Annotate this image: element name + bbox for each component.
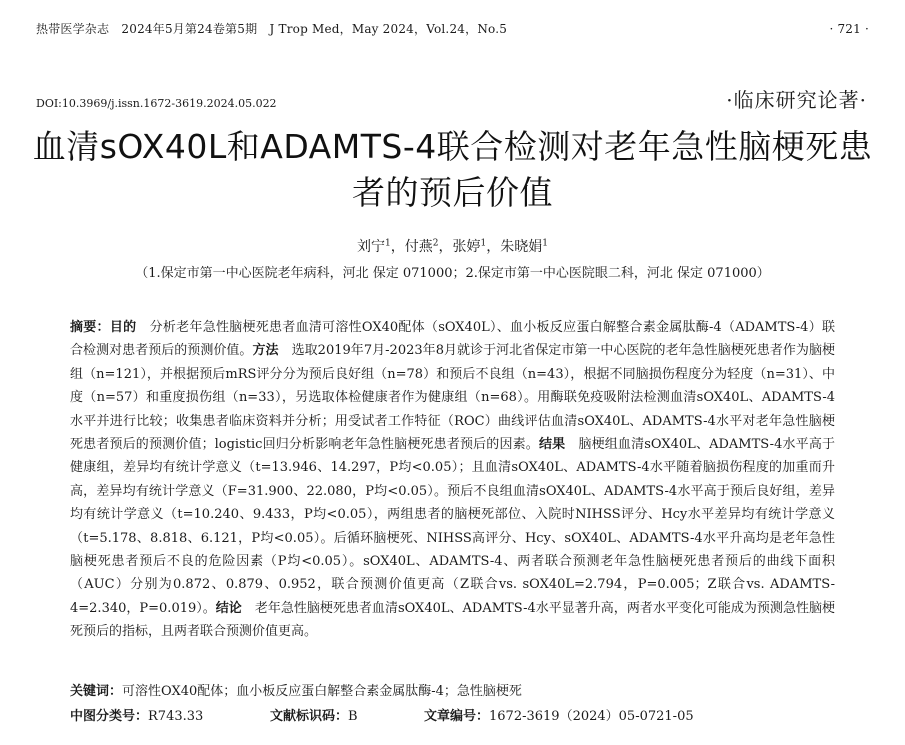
results-text: 脑梗组血清sOX40L、ADAMTS-4水平高于健康组，差异均有统计学意义（t=13.946、14.297，P均<0.05）；且血清sOX40L、ADAMTS-4水平随着脑损伤程度的加重而升高，差异均有统计学意义（F=31.900、22.080，P均<0.05）。预后不良组血清sOX40L、ADAMTS-4水平高于预后良好组，差异均有统计学意义（t=10.240、9.433，P均<0.05），两组患者的脑梗死部位、入院时NIHSS评分、Hcy水平差异均有统计学意义（t=5.178、8.818、6.121，P均<0.05）。后循环脑梗死、NIHSS高评分、Hcy、sOX40L、ADAMTS-4水平升高均是老年急性脑梗死患者预后不良的危险因素（P均<0.05）。sOX40L、ADAMTS-4、两者联合预测老年急性脑梗死患者预后的曲线下面积（AUC）分别为0.872、0.879、0.952，联合预测价值更高（Z联合vs. sOX40L=2.794，P=0.005；Z联合vs. ADAMTS-4=2.340，P=0.019）。 (70, 437, 835, 616)
author-affiliation-marker: 1 (385, 238, 391, 249)
column-tag: ·临床研究论著· (726, 88, 867, 112)
author-affiliation-marker: 1 (542, 238, 548, 249)
keywords-text: 可溶性OX40配体；血小板反应蛋白解整合素金属肽酶-4；急性脑梗死 (122, 684, 522, 699)
methods-text: 选取2019年7月-2023年8月就诊于河北省保定市第一中心医院的老年急性脑梗死患者作为脑梗组（n=121），并根据预后mRS评分分为预后良好组（n=78）和预后不良组（n=43），根据不同脑损伤程度分为轻度（n=31）、中度（n=57）和重度损伤组（n=33），另选取体检健康者作为健康组（n=68）。用酶联免疫吸附法检测血清sOX40L、ADAMTS-4水平并进行比较；收集患者临床资料并分析；用受试者工作特征（ROC）曲线评估血清sOX40L、ADAMTS-4水平对老年急性脑梗死患者预后的预测价值；logistic回归分析影响老年急性脑梗死患者预后的因素。 (70, 343, 835, 453)
keywords-label: 关键词： (70, 684, 123, 699)
author-list: 刘宁$^1$，付燕$^2$，张婷$^1$，朱晓娟$^1$ (357, 238, 548, 255)
conclusion-label: 结论 (215, 600, 242, 616)
abstract-label: 摘要： (70, 320, 110, 335)
clc-value: R743.33 (148, 709, 204, 724)
doi[interactable]: DOI:10.3969/j.issn.1672-3619.2024.05.022 (36, 97, 277, 110)
document-code (270, 705, 424, 724)
objective-text: 分析老年急性脑梗死患者血清可溶性OX40配体（sOX40L）、血小板反应蛋白解整合素金属肽酶-4（ADAMTS-4）联合检测对患者预后的预测价值。 (70, 320, 835, 359)
author: 朱晓娟 (500, 239, 543, 255)
author-affiliation-marker: 2 (432, 238, 439, 249)
author: 张婷 (452, 239, 481, 255)
article-number-value: 1672-3619（2024）05-0721-05 (489, 709, 694, 724)
abstract (70, 316, 835, 644)
article-number (424, 705, 694, 724)
affiliation: （1.保定市第一中心医院老年病科，河北 保定 071000；2.保定市第一中心医院眼二科，河北 保定 071000） (135, 266, 770, 281)
methods-label: 方法 (252, 343, 279, 359)
page-number: · 721 · (829, 22, 869, 36)
author: 付燕 (404, 239, 433, 255)
keywords (70, 680, 835, 699)
conclusion-text: 老年急性脑梗死患者血清sOX40L、ADAMTS-4水平显著升高，两者水平变化可能成为预测急性脑梗死预后的指标，且两者联合预测价值更高。 (70, 600, 835, 640)
article-title: 血清sOX40L和ADAMTS-4联合检测对老年急性脑梗死患者的预后价值 (32, 127, 873, 212)
author-affiliation-marker: 1 (480, 238, 487, 249)
article-number-label: 文章编号： (424, 709, 490, 724)
doc-code-label: 文献标识码： (270, 709, 349, 724)
clc-number (70, 705, 270, 724)
doi-line (36, 84, 867, 113)
journal-info: 热带医学杂志 2024年5月第24卷第5期 J Trop Med，May 2024，Vol.24，No.5 (36, 22, 508, 36)
doc-code-value: B (348, 709, 358, 724)
objective-label: 目的 (109, 320, 137, 335)
running-head (36, 20, 869, 37)
results-label: 结果 (538, 437, 566, 453)
classification-row (70, 705, 835, 724)
clc-label: 中图分类号： (70, 709, 149, 724)
author: 刘宁 (357, 239, 386, 255)
